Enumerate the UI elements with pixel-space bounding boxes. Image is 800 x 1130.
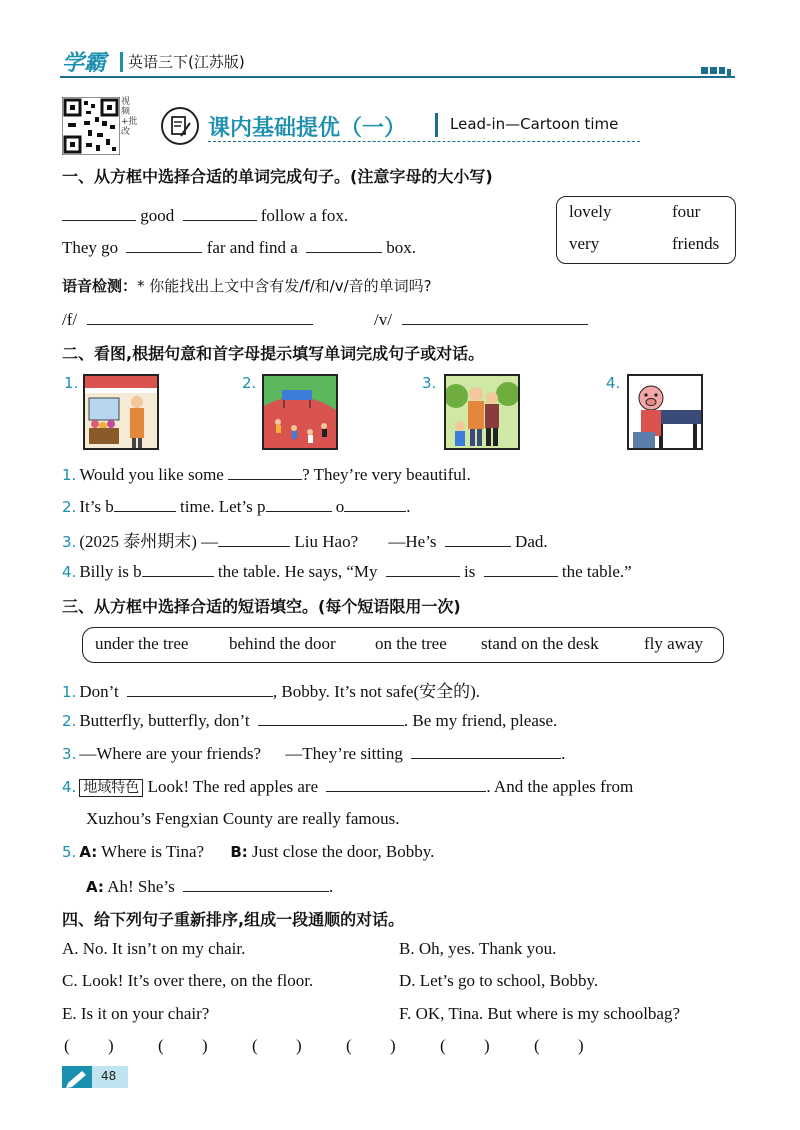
part3-item-5-cont: A: Ah! She’s . xyxy=(86,877,334,896)
phrase-stand-on-the-desk: stand on the desk xyxy=(481,634,599,653)
phonics-f: /f/ xyxy=(62,308,313,330)
word-four: four xyxy=(672,202,701,221)
picture-pig-table xyxy=(627,374,703,450)
phonics-question: 语音检测：* 你能找出上文中含有发/f/和/v/音的单词吗? xyxy=(62,277,432,295)
section-subtitle: Lead-in—Cartoon time xyxy=(450,115,619,133)
header-divider xyxy=(120,52,123,72)
phrase-under-the-tree: under the tree xyxy=(95,634,189,653)
pencil-icon xyxy=(62,1066,92,1092)
part2-item-3: 3. (2025 泰州期末) — Liu Hao? —He’s Dad. xyxy=(62,532,548,551)
part3-heading: 三、从方框中选择合适的短语填空。(每个短语限用一次) xyxy=(62,597,461,616)
part3-item-1: 1. Don’t , Bobby. It’s not safe(安全的). xyxy=(62,682,481,701)
picture-number: 4. xyxy=(606,374,621,392)
answer-paren-close: ) xyxy=(108,1036,114,1055)
part4-heading: 四、给下列句子重新排序,组成一段通顺的对话。 xyxy=(62,910,405,929)
word-very: very xyxy=(569,234,600,253)
qr-side-text: 视频+批改 xyxy=(121,97,138,137)
part1-heading: 一、从方框中选择合适的单词完成句子。(注意字母的大小写) xyxy=(62,167,493,186)
part3-item-5: 5. A: Where is Tina? B: Just close the door, Bobby. xyxy=(62,842,435,861)
picture-family xyxy=(444,374,520,450)
title-divider xyxy=(435,113,438,137)
answer-paren-open: ( xyxy=(252,1036,258,1055)
phrase-fly-away: fly away xyxy=(644,634,704,653)
picture-number: 2. xyxy=(242,374,257,392)
answer-paren-close: ) xyxy=(296,1036,302,1055)
picture-playground xyxy=(262,374,338,450)
part3-item-4-cont: Xuzhou’s Fengxian County are really famous. xyxy=(86,809,400,828)
part2-heading: 二、看图,根据句意和首字母提示填写单词完成句子或对话。 xyxy=(62,344,485,363)
qr-code[interactable] xyxy=(62,97,120,155)
part3-item-3: 3. —Where are your friends? —They’re sitting . xyxy=(62,744,566,763)
answer-paren-open: ( xyxy=(440,1036,446,1055)
picture-flower-shop xyxy=(83,374,159,450)
phonics-v: /v/ xyxy=(374,308,588,330)
phrase-behind-the-door: behind the door xyxy=(229,634,336,653)
answer-paren-close: ) xyxy=(202,1036,208,1055)
answer-paren-open: ( xyxy=(158,1036,164,1055)
header-squares-icon xyxy=(701,62,735,81)
answer-paren-open: ( xyxy=(534,1036,540,1055)
phrase-on-the-tree: on the tree xyxy=(375,634,447,653)
part2-item-2: 2. It’s b time. Let’s p o . xyxy=(62,497,411,516)
option-c: C. Look! It’s over there, on the floor. xyxy=(62,971,314,990)
option-a: A. No. It isn’t on my chair. xyxy=(62,939,246,958)
option-b: B. Oh, yes. Thank you. xyxy=(399,939,557,958)
answer-paren-open: ( xyxy=(64,1036,70,1055)
part3-item-2: 2. Butterfly, butterfly, don’t . Be my friend, please. xyxy=(62,711,558,730)
part1-line1: good follow a fox. xyxy=(62,204,348,226)
page-number: 48 xyxy=(101,1069,117,1083)
answer-paren-close: ) xyxy=(484,1036,490,1055)
answer-paren-open: ( xyxy=(346,1036,352,1055)
option-e: E. Is it on your chair? xyxy=(62,1004,210,1023)
option-f: F. OK, Tina. But where is my schoolbag? xyxy=(399,1004,681,1023)
pencil-note-icon xyxy=(160,106,200,150)
part2-item-1: 1. Would you like some ? They’re very beautiful. xyxy=(62,465,471,484)
header-line xyxy=(60,76,735,78)
header-book-title: 英语三下(江苏版) xyxy=(128,53,245,71)
header-logo: 学霸 xyxy=(62,51,107,76)
part3-item-4: 4. 地域特色 Look! The red apples are . And the apples from xyxy=(62,777,634,796)
section-title: 课内基础提优（一） xyxy=(208,116,407,141)
part2-item-4: 4. Billy is b the table. He says, “My is the table.” xyxy=(62,562,632,581)
title-dashed-line xyxy=(208,141,640,142)
regional-feature-tag: 地域特色 xyxy=(79,779,143,797)
answer-paren-close: ) xyxy=(578,1036,584,1055)
word-lovely: lovely xyxy=(569,202,612,221)
part1-line2: They go far and find a box. xyxy=(62,238,417,257)
picture-number: 3. xyxy=(422,374,437,392)
answer-paren-close: ) xyxy=(390,1036,396,1055)
option-d: D. Let’s go to school, Bobby. xyxy=(399,971,599,990)
picture-number: 1. xyxy=(64,374,79,392)
word-friends: friends xyxy=(672,234,720,253)
